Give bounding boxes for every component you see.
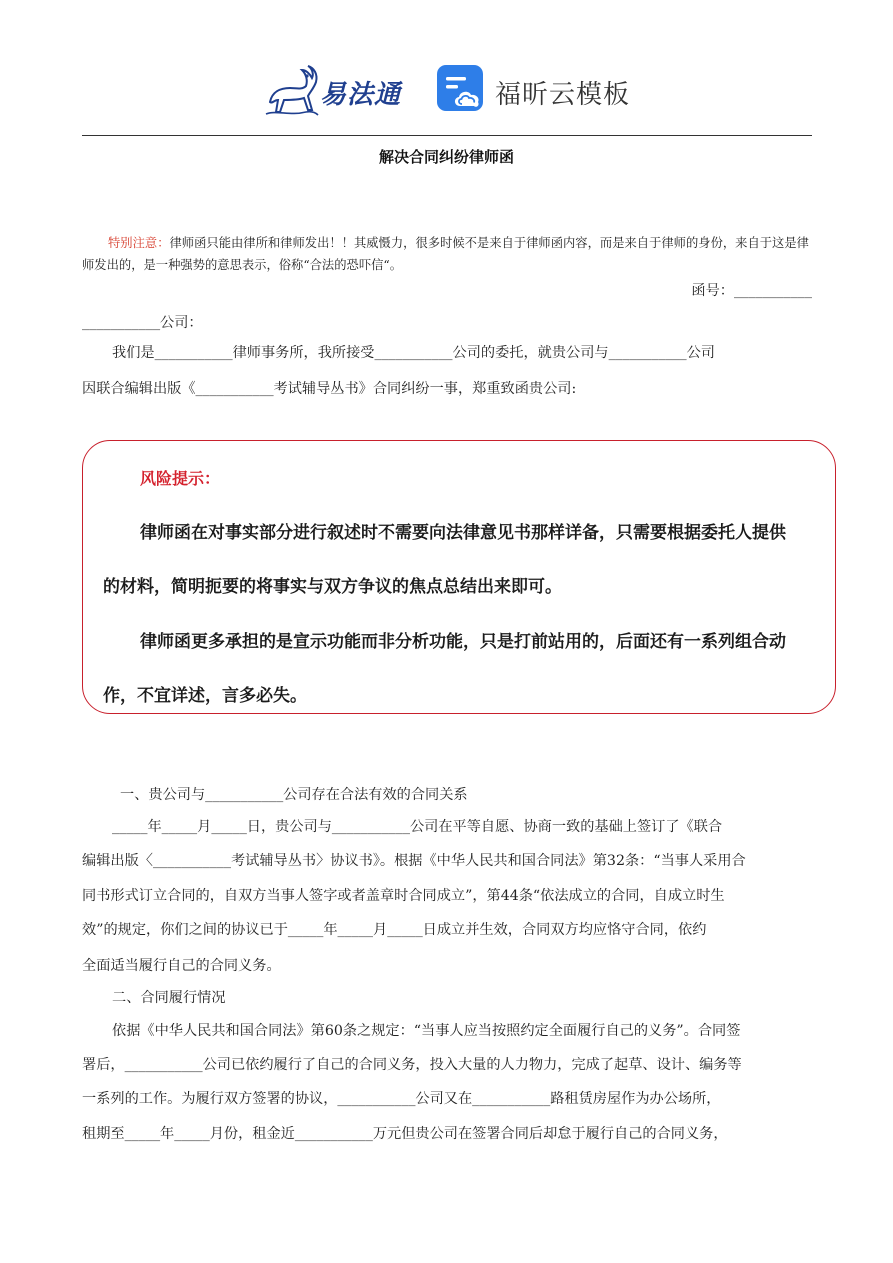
- paragraph-line: 同书形式订立合同的，自双方当事人签字或者盖章时合同成立”，第44条“依法成立的合同，自成立时生: [82, 888, 725, 904]
- qilin-horse-icon: [262, 62, 322, 120]
- addressee: ___________公司：: [82, 315, 203, 331]
- paragraph-line: 效”的规定，你们之间的协议已于_____年_____月_____日成立并生效，合同双方均应恪守合同，依约: [82, 922, 707, 938]
- paragraph-line: _____年_____月_____日，贵公司与___________公司在平等自愿、协商一致的基础上签订了《联合: [112, 819, 723, 835]
- fuxin-brand-text: 福昕云模板: [495, 80, 631, 110]
- risk-warning-line: 律师函更多承担的是宣示功能而非分析功能，只是打前站用的，后面还有一系列组合动: [140, 632, 786, 652]
- paragraph-line: 租期至_____年_____月份，租金近___________万元但贵公司在签署合同后却怠于履行自己的合同义务，: [82, 1126, 728, 1142]
- risk-warning-line: 作，不宜详述，言多必失。: [103, 686, 307, 706]
- paragraph-line: 依据《中华人民共和国合同法》第60条之规定：“当事人应当按照约定全面履行自己的义务”。合同签: [112, 1023, 741, 1039]
- paragraph-line: 全面适当履行自己的合同义务。: [82, 958, 281, 974]
- risk-warning-box: [82, 440, 836, 714]
- paragraph-line: 一系列的工作。为履行双方签署的协议，___________公司又在___________路租赁房屋作为办公场所，: [82, 1091, 721, 1107]
- yifatong-brand-text: 易法通: [320, 80, 402, 110]
- notice-text: 律师函只能由律所和律师发出！！其威慑力，很多时候不是来自于律师函内容，而是来自于律师的身份，来自于这是律师发出的，是一种强势的意思表示，俗称“合法的恐吓信“。: [82, 236, 809, 272]
- paragraph-line: 署后，___________公司已依约履行了自己的合同义务，投入大量的人力物力，完成了起草、设计、编务等: [82, 1057, 742, 1073]
- fuxin-logo: [436, 64, 636, 120]
- reference-number: 函号：___________: [691, 283, 812, 299]
- header-divider: [82, 135, 812, 136]
- section-heading: 二、合同履行情况: [112, 990, 226, 1006]
- intro-paragraph-line: 我们是___________律师事务所，我所接受___________公司的委托，就贵公司与___________公司: [112, 345, 715, 361]
- risk-warning-line: 律师函在对事实部分进行叙述时不需要向法律意见书那样详备，只需要根据委托人提供: [140, 523, 786, 543]
- notice-label: 特别注意：: [108, 236, 170, 250]
- paragraph-line: 编辑出版〈___________考试辅导丛书〉协议书》。根据《中华人民共和国合同法》第32条：“当事人采用合: [82, 853, 746, 869]
- document-cloud-icon: [436, 64, 486, 114]
- risk-warning-line: 的材料，简明扼要的将事实与双方争议的焦点总结出来即可。: [103, 577, 562, 597]
- section-heading: 一、贵公司与___________公司存在合法有效的合同关系: [120, 787, 468, 803]
- yifatong-logo: [262, 62, 414, 120]
- intro-paragraph-line: 因联合编辑出版《___________考试辅导丛书》合同纠纷一事，郑重致函贵公司:: [82, 381, 577, 397]
- risk-warning-title: 风险提示：: [140, 469, 221, 488]
- document-title: 解决合同纠纷律师函: [378, 148, 514, 166]
- logo-bar: [0, 60, 893, 124]
- special-notice: [82, 232, 814, 276]
